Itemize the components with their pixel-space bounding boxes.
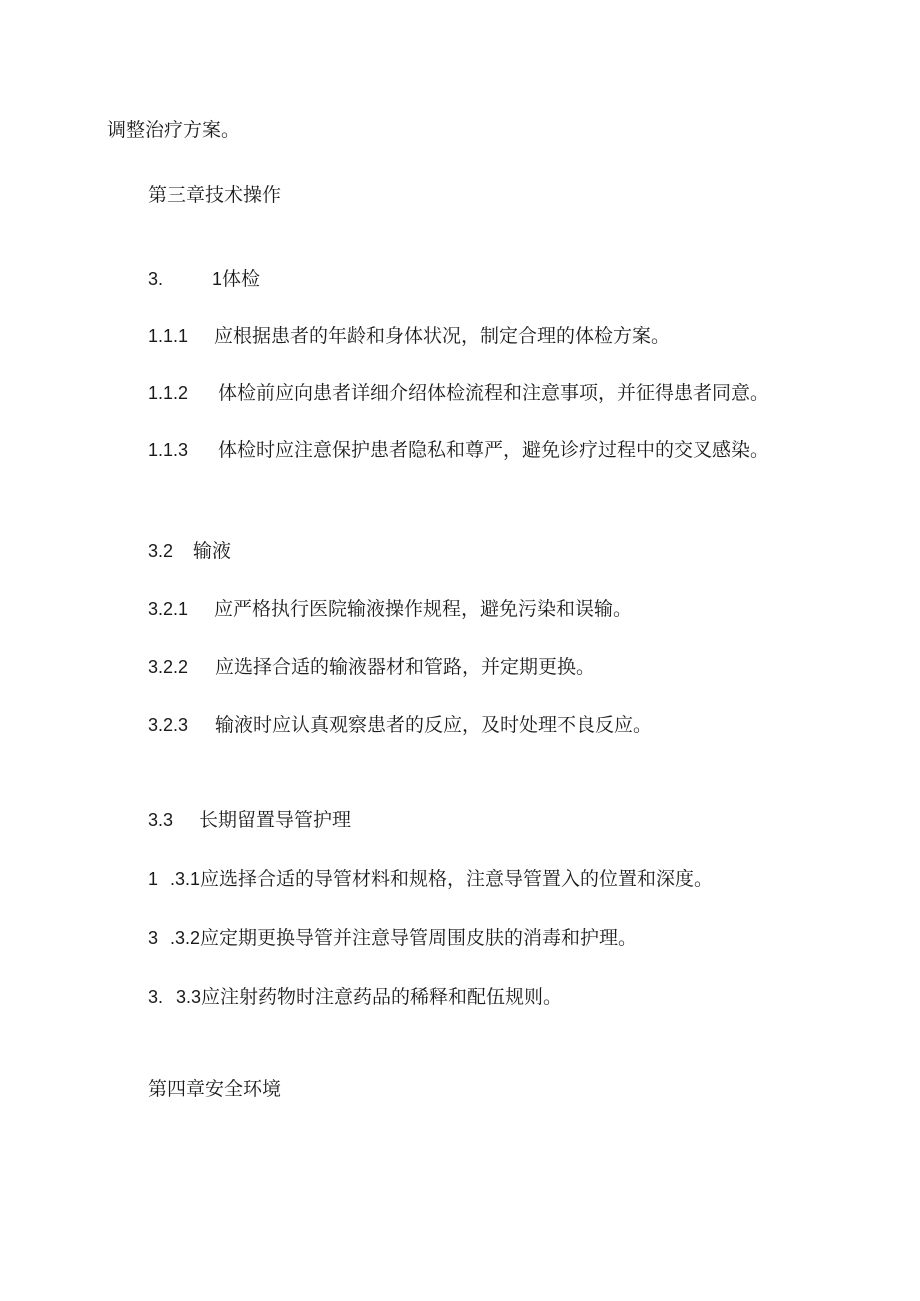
item-text: 应根据患者的年龄和身体状况，制定合理的体检方案。 <box>214 325 671 347</box>
item-text: 输液时应认真观察患者的反应，及时处理不良反应。 <box>215 714 653 736</box>
item-number-a: 3 <box>148 928 159 948</box>
item-number-b: .3.1 <box>170 869 201 889</box>
item-3-3-2 <box>148 926 637 950</box>
item-text: 应定期更换导管并注意导管周围皮肤的消毒和护理。 <box>200 927 638 949</box>
item-number: 1.1.3 <box>148 440 189 460</box>
section-3-1-number-b: 1 <box>212 269 223 289</box>
item-number: 3.2.2 <box>148 657 189 677</box>
item-number: 3.2.1 <box>148 599 189 619</box>
item-3-2-2 <box>148 655 595 679</box>
section-3-2-title: 输液 <box>193 540 232 562</box>
item-1-1-1 <box>148 324 670 348</box>
intro-text: 调整治疗方案。 <box>107 119 241 141</box>
item-text: 应选择合适的输液器材和管路，并定期更换。 <box>215 656 596 678</box>
item-3-2-1 <box>148 597 632 621</box>
item-number-b: 3.3 <box>176 987 202 1007</box>
item-text: 应选择合适的导管材料和规格，注意导管置入的位置和深度。 <box>200 868 714 890</box>
section-3-1-title: 体检 <box>222 268 261 290</box>
section-3-3-title: 长期留置导管护理 <box>199 809 352 831</box>
item-number-a: 1 <box>148 869 159 889</box>
item-text: 应严格执行医院输液操作规程，避免污染和误输。 <box>214 598 633 620</box>
item-number-b: .3.2 <box>170 928 201 948</box>
section-3-1-number-a: 3. <box>148 269 164 289</box>
item-1-1-3 <box>148 438 769 462</box>
section-3-2-heading <box>148 539 231 563</box>
section-3-3-number: 3.3 <box>148 810 174 830</box>
item-3-2-3 <box>148 713 652 737</box>
section-3-2-number: 3.2 <box>148 541 174 561</box>
chapter4-title: 第四章安全环境 <box>148 1078 282 1100</box>
item-text: 体检前应向患者详细介绍体检流程和注意事项，并征得患者同意。 <box>218 382 770 404</box>
chapter3-title: 第三章技术操作 <box>148 184 282 206</box>
item-3-3-3 <box>148 985 562 1009</box>
item-number: 1.1.2 <box>148 383 189 403</box>
item-1-1-2 <box>148 381 769 405</box>
item-number-a: 3. <box>148 987 164 1007</box>
item-3-3-1 <box>148 867 713 891</box>
section-3-3-heading <box>148 808 351 832</box>
section-3-1-heading <box>148 267 260 291</box>
item-number: 3.2.3 <box>148 715 189 735</box>
item-number: 1.1.1 <box>148 326 189 346</box>
item-text: 体检时应注意保护患者隐私和尊严，避免诊疗过程中的交叉感染。 <box>218 439 770 461</box>
item-text: 应注射药物时注意药品的稀释和配伍规则。 <box>201 986 563 1008</box>
